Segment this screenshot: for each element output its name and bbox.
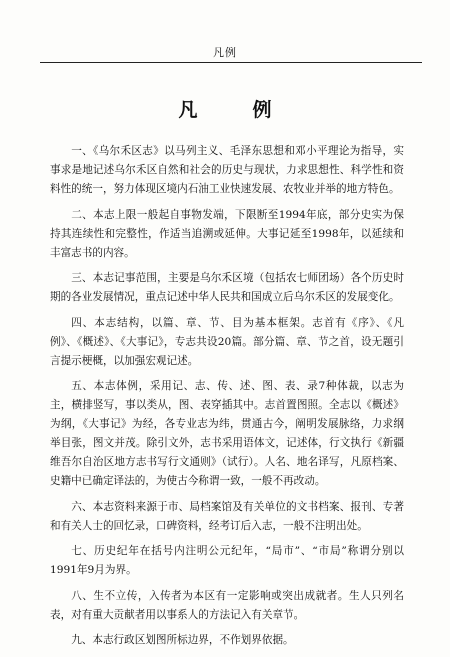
paragraph-8: 八、生不立传，入传者为本区有一定影响或突出成就者。生人只列名表，对有重大贡献者用以事系人的方法记入有关章节。: [50, 589, 404, 621]
paragraph-4: 四、本志结构，以篇、章、节、目为基本框架。志首有《序》、《凡例》、《概述》、《大事记》，专志共设20篇。部分篇、章、节之首，设无题引言提示梗概，以加强宏观记述。: [50, 316, 404, 367]
paragraph-7: 七、历史纪年在括号内注明公元纪年，“局市”、“市局”称谓分别以1991年9月为界。: [50, 545, 404, 576]
page-title: 凡 例: [178, 99, 290, 121]
paragraph-9: 九、本志行政区划图所标边界，不作划界依据。: [71, 634, 294, 646]
header-rule: [40, 62, 422, 63]
paragraph-5: 五、本志体例，采用记、志、传、述、图、表、录7种体裁，以志为主，横排竖写，事以类从，图、表穿插其中。志首置图照。全志以《概述》为纲，《大事记》为经，各专业志为纬，贯通古今，阐明发展脉络，力求纲举目张，图文并茂。除引文外，志书采用语体文，记述体，行文执行《新疆维吾尔自治区地方志书写行文通则》（试行）。人名、地名译写，凡原档案、史籍中已确定译法的，为使古今称谓一致，一般不再改动。: [50, 380, 404, 487]
paragraph-1: 一、《乌尔禾区志》以马列主义、毛泽东思想和邓小平理论为指导，实事求是地记述乌尔禾区自然和社会的历史与现状，力求思想性、科学性和资料性的统一，努力体现区境内石油工业快速发展、农牧业并举的地方特色。: [50, 145, 404, 195]
body-text: [50, 142, 404, 657]
paragraph-2: 二、本志上限一般起自事物发端，下限断至1994年底，部分史实为保持其连续性和完整性，作适当追溯或延伸。大事记延至1998年，以延续和丰富志书的内容。: [50, 208, 404, 259]
paragraph-3: 三、本志记事范围，主要是乌尔禾区境（包括农七师团场）各个历史时期的各业发展情况，重点记述中华人民共和国成立后乌尔禾区的发展变化。: [50, 272, 404, 303]
running-header: 凡例: [213, 46, 237, 59]
paragraph-6: 六、本志资料来源于市、局档案馆及有关单位的文书档案、报刊、专著和有关人士的回忆录，口碑资料，经考订后入志，一般不注明出处。: [50, 500, 404, 532]
